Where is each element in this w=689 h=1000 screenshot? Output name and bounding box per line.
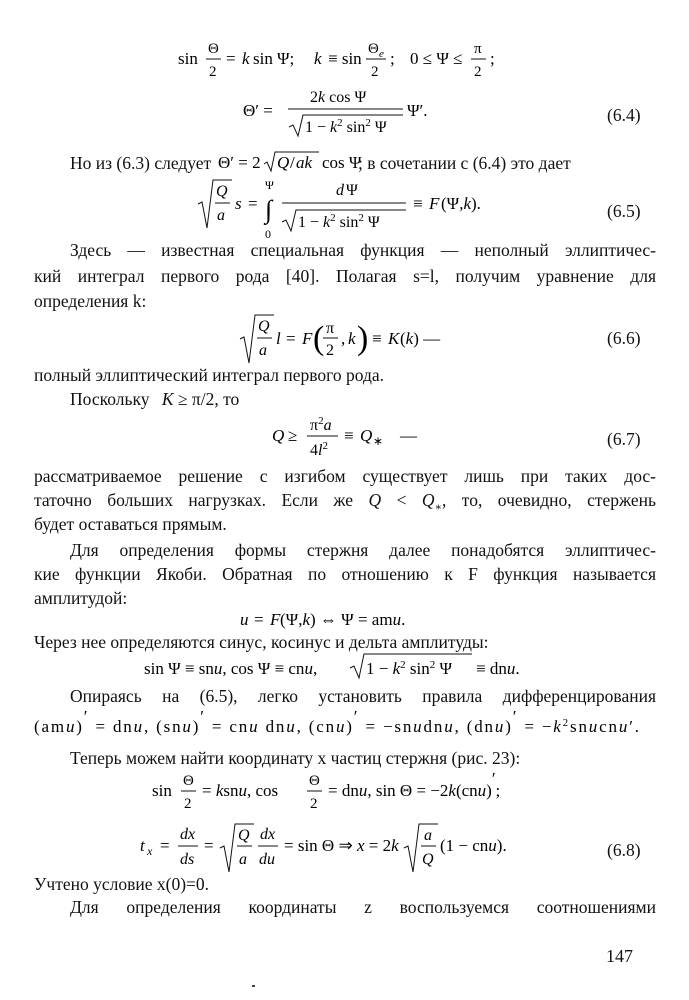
svg-text:F: F xyxy=(302,329,313,348)
svg-text:=: = xyxy=(286,329,296,348)
text-line-1-part-c: ; в сочетании с (6.4) это дает xyxy=(357,153,571,173)
svg-text:dx: dx xyxy=(180,826,196,843)
svg-text:1 − k2 sin2 Ψ: $1 - k^2$ $\sin^2 \Psi$ xyxy=(366,659,453,678)
svg-text:k: k xyxy=(314,49,322,68)
svg-text:≡: ≡ xyxy=(413,194,423,213)
svg-text:Θ′ = 2: Θ′ = 2 xyxy=(217,153,261,172)
svg-text:=: = xyxy=(204,836,214,855)
svg-text:dx: dx xyxy=(260,826,276,843)
svg-text:Q: Q xyxy=(258,318,270,335)
equation-number-6-5: (6.5) xyxy=(607,201,641,221)
svg-text:K: K xyxy=(388,329,400,348)
svg-text:/: / xyxy=(289,153,295,172)
svg-text:a: a xyxy=(217,207,225,224)
text-line-8: таточно больших нагрузках. Если же $Q < Q_∗$, то, очевидно, стержень xyxy=(34,490,657,514)
svg-text:(k) —: (k) — xyxy=(400,329,441,348)
svg-text:Q: Q xyxy=(360,426,373,445)
equation-6-8-svg xyxy=(140,818,550,878)
svg-text:e: e xyxy=(379,48,384,60)
svg-text:(Ψ,k).: (Ψ,k). xyxy=(441,194,481,213)
svg-text:0: 0 xyxy=(265,227,271,241)
svg-text:Ψ: Ψ xyxy=(265,178,274,192)
equation-theta-sin-svg xyxy=(178,38,518,84)
svg-text:sin Ψ ≡ snu, cos Ψ ≡ cnu,: sin Ψ ≡ snu, cos Ψ ≡ cnu, xyxy=(144,659,318,678)
svg-text:≡: ≡ xyxy=(372,329,382,348)
stray-mark xyxy=(252,985,255,987)
svg-text:k: k xyxy=(242,49,250,68)
svg-text:0 ≤ Ψ ≤: 0 ≤ Ψ ≤ xyxy=(410,49,463,68)
equation-6-4 xyxy=(243,86,443,147)
svg-text:x: x xyxy=(147,844,153,858)
text-line-15: Теперь можем найти координату x частиц стержня (рис. 23): xyxy=(70,748,521,768)
svg-text:2: 2 xyxy=(310,796,318,812)
text-line-2: Здесь — известная специальная функция — неполный эллиптичес- xyxy=(70,240,656,260)
svg-text:): ) xyxy=(357,320,369,357)
text-line-9: будет оставаться прямым. xyxy=(34,514,227,534)
svg-text:=: = xyxy=(226,49,236,68)
text-line-12: амплитудой: xyxy=(34,588,128,608)
svg-text:d: d xyxy=(336,182,344,199)
text-line-16: Учтено условие x(0)=0. xyxy=(34,874,210,894)
text-line-6 xyxy=(70,389,656,410)
svg-text:;: ; xyxy=(390,49,395,68)
svg-text:≡ dnu.: ≡ dnu. xyxy=(476,659,520,678)
svg-text:1 − k2 sin2 Ψ: $1 - k^2$ $\sin^2 \Psi$ xyxy=(305,117,387,136)
text-line-14: Опираясь на (6.5), легко установить правила дифференцирования xyxy=(70,686,656,706)
equation-number-6-4: (6.4) xyxy=(607,105,641,125)
svg-text:Q: Q xyxy=(272,426,285,445)
text-line-6-part-a: Поскольку xyxy=(70,389,150,409)
svg-text:F: F xyxy=(429,194,440,213)
svg-text:F: F xyxy=(270,610,281,629)
equation-6-5-svg xyxy=(196,176,506,246)
svg-text:cos Ψ: cos Ψ xyxy=(321,153,362,172)
text-line-8-formula: Q xyxy=(368,490,382,510)
equation-jacobi xyxy=(144,650,544,689)
text-line-4: определения k: xyxy=(34,291,147,311)
equation-6-7 xyxy=(272,413,422,470)
text-line-3: кий интеграл первого рода [40]. Полагая s=l, получим уравнение для xyxy=(34,266,656,286)
text-line-7: рассматриваемое решение с изгибом существует лишь при таких дос- xyxy=(34,466,656,486)
svg-text:π: π xyxy=(326,320,335,337)
text-line-6-formula: K ≥ π/2 xyxy=(161,389,215,409)
svg-text:2: 2 xyxy=(209,64,217,80)
equation-6-4-svg xyxy=(243,86,443,142)
svg-text:= dnu, sin Θ = −2k(cnu)′;: = dnu, sin Θ = −2k(cnu)′; xyxy=(328,769,501,800)
svg-text:≡ sin: ≡ sin xyxy=(328,49,362,68)
equation-number-6-8: (6.8) xyxy=(607,840,641,860)
text-line-10: Для определения формы стержня далее понадобятся эллиптичес- xyxy=(70,540,656,560)
text-line-1 xyxy=(70,149,656,175)
svg-text:π2a: $\pi^2a$ xyxy=(310,415,332,434)
equation-number-6-6: (6.6) xyxy=(607,328,641,348)
svg-text:t: t xyxy=(140,836,145,855)
svg-text:sin: sin xyxy=(152,781,172,800)
svg-text:4l2: $4l^2$ xyxy=(310,440,328,459)
inline-formula-theta-prime xyxy=(216,149,362,175)
svg-text:= ksnu, cos: = ksnu, cos xyxy=(202,781,279,800)
svg-text:Q: Q xyxy=(238,827,250,844)
svg-text:a: a xyxy=(424,827,432,844)
svg-text:Ψ: Ψ xyxy=(346,182,358,199)
svg-text:Θ: Θ xyxy=(208,41,219,57)
svg-text:≡: ≡ xyxy=(344,426,354,445)
svg-text:(1 − cnu).: (1 − cnu). xyxy=(440,836,507,855)
equation-theta-jacobi-svg xyxy=(152,768,552,818)
svg-text:∗: ∗ xyxy=(373,434,384,448)
svg-text:2: 2 xyxy=(326,342,334,359)
svg-text:a: a xyxy=(259,342,267,359)
svg-text:2: 2 xyxy=(371,64,379,80)
svg-text:Q: Q xyxy=(276,153,289,172)
equation-6-7-svg xyxy=(272,413,422,465)
equation-amplitude-svg xyxy=(240,605,450,635)
svg-text:Θ: Θ xyxy=(368,41,379,57)
svg-text:u: u xyxy=(240,610,249,629)
svg-text:a: a xyxy=(239,851,247,868)
svg-text:ds: ds xyxy=(180,851,195,868)
svg-text:=: = xyxy=(254,610,264,629)
equation-theta-jacobi xyxy=(152,768,552,823)
svg-text:(: ( xyxy=(313,320,325,357)
svg-text:=: = xyxy=(248,194,258,213)
svg-text:2: 2 xyxy=(474,64,482,80)
svg-text:s: s xyxy=(235,194,242,213)
svg-text:—: — xyxy=(400,426,417,445)
equation-number-6-7: (6.7) xyxy=(607,429,641,449)
svg-text:Ψ;: Ψ; xyxy=(277,49,295,68)
text-line-5: полный эллиптический интеграл первого рода. xyxy=(34,365,385,385)
svg-text:1 − k2 sin2 Ψ: $1 - k^2$ $\sin^2 \Psi$ xyxy=(298,212,380,231)
svg-text:2: 2 xyxy=(184,796,192,812)
svg-text:(amu)′ = dnu, (snu)′ = cnu dnu: (am u )′ = dn u , (sn u )′ = cn u dn u , (cn u )′ = −sn u dn u , (dn u )′ = − k $^2$ sn u cn u ′. xyxy=(34,707,639,736)
svg-text:ak: ak xyxy=(295,153,312,172)
svg-text:Θ: Θ xyxy=(309,773,320,789)
text-line-6-part-c: , то xyxy=(214,389,240,409)
text-line-1-part-a: Но из (6.3) следует xyxy=(70,153,212,173)
svg-text:≥: ≥ xyxy=(288,426,298,445)
svg-text:Θ′ =: Θ′ = xyxy=(243,101,273,120)
svg-text:Q: Q xyxy=(216,183,228,200)
equation-theta-sin xyxy=(178,38,518,89)
page-number: 147 xyxy=(606,946,633,966)
svg-text:sin: sin xyxy=(178,49,198,68)
svg-text:l: l xyxy=(276,329,281,348)
equation-diff-rules-svg xyxy=(34,706,656,742)
svg-text:Q: Q xyxy=(422,851,434,868)
svg-text:∫: ∫ xyxy=(265,195,273,224)
svg-text:;: ; xyxy=(490,49,495,68)
equation-diff-rules xyxy=(34,706,656,747)
text-line-17: Для определения координаты z воспользуемся соотношениями xyxy=(70,897,656,917)
text-line-13: Через нее определяются синус, косинус и дельта амплитуды: xyxy=(34,632,489,652)
svg-text:Ψ′.: Ψ′. xyxy=(407,101,428,120)
svg-text:(Ψ,k) ⇔ Ψ = amu.: (Ψ,k) ⇔ Ψ = amu. xyxy=(280,610,406,629)
text-line-8-part-c: , то, очевидно, стержень xyxy=(442,490,657,510)
svg-text:π: π xyxy=(474,41,482,57)
svg-text:sin: sin xyxy=(253,49,273,68)
svg-text:= sin Θ ⇒ x = 2k: = sin Θ ⇒ x = 2k xyxy=(284,836,399,855)
svg-text:=: = xyxy=(160,836,170,855)
text-line-11: кие функции Якоби. Обратная по отношению к F функция называется xyxy=(34,564,656,584)
svg-text:2k cos Ψ: 2k cos Ψ xyxy=(310,89,367,106)
svg-text:Θ: Θ xyxy=(183,773,194,789)
equation-jacobi-svg xyxy=(144,650,544,684)
text-line-8-part-a: таточно больших нагрузках. Если же xyxy=(34,490,354,510)
svg-text:,: , xyxy=(341,329,346,348)
svg-text:k: k xyxy=(348,329,356,348)
svg-text:du: du xyxy=(259,851,275,868)
equation-6-6-svg xyxy=(238,309,468,371)
